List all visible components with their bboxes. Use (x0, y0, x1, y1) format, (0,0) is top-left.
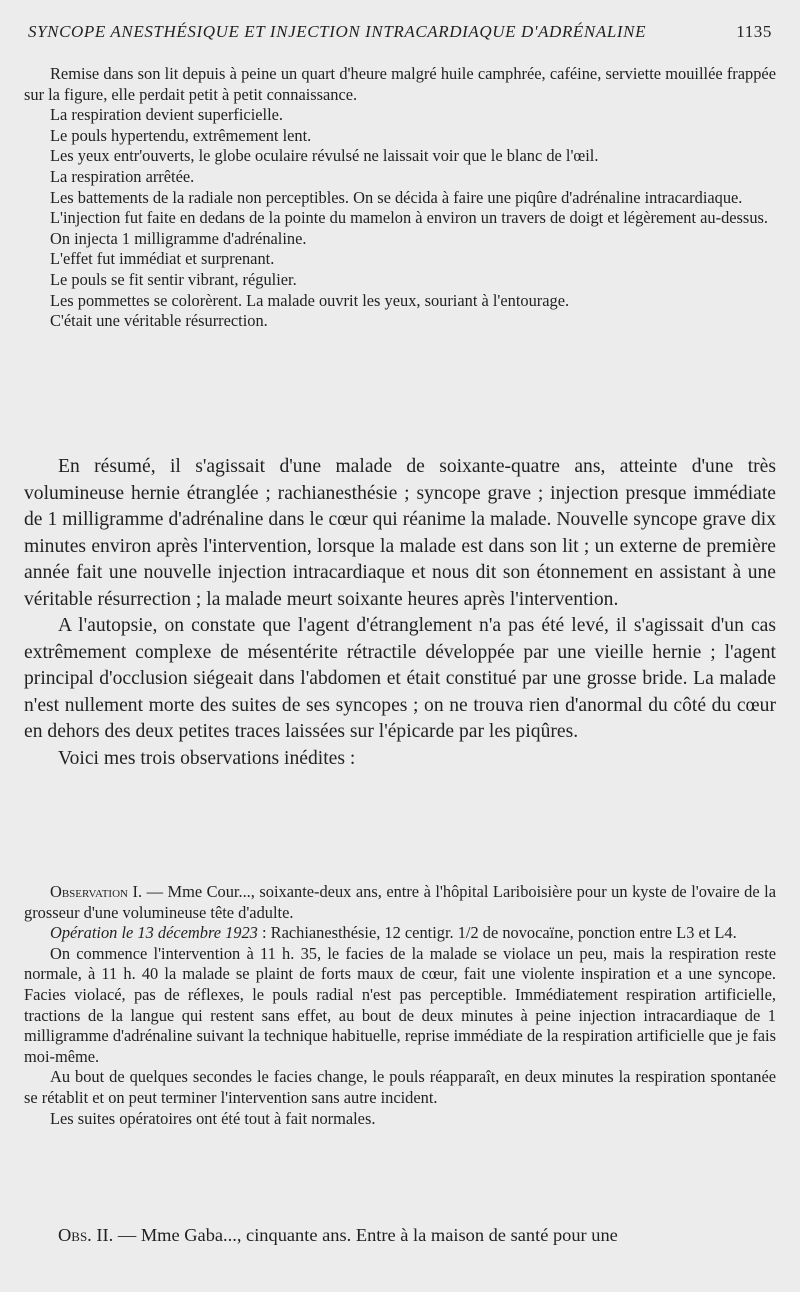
case-note: C'était une véritable résurrection. (50, 311, 268, 331)
summary-paragraph: En résumé, il s'agissait d'une malade de soixante-quatre ans, atteinte d'une très volumineuse hernie étranglée ; rachianesthésie ; syncope grave ; injection presque immédiate de 1 milligramme d'adrénaline dans le cœur qui réanime la malade. Nouvelle syncope grave dix minutes environ après l'intervention, lorsque la malade est dans son lit ; un externe de première année fait une nouvelle injection intracardiaque et nous dit son étonnement en assistant à une véritable résurrection ; la malade meurt soixante heures après l'intervention. (24, 456, 776, 610)
case-note: La respiration arrêtée. (50, 166, 195, 186)
case-note: Le pouls se fit sentir vibrant, régulier. (50, 269, 297, 289)
observation-1 (24, 882, 776, 1129)
observation-2-intro (24, 1222, 776, 1249)
case-note: Remise dans son lit depuis à peine un quart d'heure malgré huile camphrée, caféine, serviette mouillée frappée sur la figure, elle perdait petit à petit connaissance. (24, 64, 776, 104)
case-note: On injecta 1 milligramme d'adrénaline. (50, 228, 307, 248)
autopsy-paragraph: A l'autopsie, on constate que l'agent d'étranglement n'a pas été levé, il s'agissait d'un cas extrêmement complexe de mésentérite rétractile développée par une vieille hernie ; l'agent principal d'occlusion siégeait dans l'abdomen et était constitué par une grosse bride. La malade n'est nullement morte des suites de ses syncopes ; on ne trouva rien d'anormal du côté du cœur en dehors des deux petites traces laissées sur l'épicarde par les piqûres. (24, 615, 776, 742)
observation-1-label: Observation I. (50, 882, 143, 901)
observation-2 (24, 1222, 776, 1249)
observation-1-paragraph: On commence l'intervention à 11 h. 35, le facies de la malade se violace un peu, mais la respiration reste normale, à 11 h. 40 la malade se plaint de forts maux de cœur, fait une violente inspiration et a une syncope. Facies violacé, pas de réflexes, le pouls radial n'est pas perceptible. Immédiatement respiration artificielle, tractions de la langue qui restent sans effet, au bout de deux minutes à peine injection intracardiaque de 1 milligramme d'adrénaline suivant la technique habituelle, reprise immédiate de la respiration artificielle que je fais moi-même. (24, 943, 776, 1066)
case-note: L'effet fut immédiat et surprenant. (50, 249, 275, 269)
page-header (28, 22, 772, 52)
case-note: Les pommettes se colorèrent. La malade ouvrit les yeux, souriant à l'entourage. (50, 290, 570, 310)
case-note: Les yeux entr'ouverts, le globe oculaire révulsé ne laissait voir que le blanc de l'œil. (50, 146, 599, 166)
observation-2-intro-text: — Mme Gaba..., cinquante ans. Entre à la maison de santé pour une (117, 1225, 618, 1245)
observation-1-paragraph: Au bout de quelques secondes le facies change, le pouls réapparaît, en deux minutes la respiration spontanée se rétablit et on peut terminer l'intervention sans autre incident. (24, 1067, 776, 1107)
case-note: La respiration devient superficielle. (50, 105, 284, 125)
case-note: L'injection fut faite en dedans de la pointe du mamelon à environ un travers de doigt et légèrement au-dessus. (50, 208, 768, 228)
observation-1-operation (24, 923, 776, 944)
operation-date-label: Opération le 13 décembre 1923 (50, 923, 258, 943)
observation-1-intro (24, 882, 776, 923)
operation-details: : Rachianesthésie, 12 centigr. 1/2 de novocaïne, ponction entre L3 et L4. (261, 923, 737, 943)
observation-2-label: Obs. II. (58, 1225, 114, 1245)
summary-section (24, 454, 776, 772)
observations-intro: Voici mes trois observations inédites : (58, 747, 356, 769)
observation-1-intro-text: — Mme Cour..., soixante-deux ans, entre à l'hôpital Lariboisière pour un kyste de l'ovaire de la grosseur d'une volumineuse tête d'adulte. (24, 882, 776, 922)
running-title: SYNCOPE ANESTHÉSIQUE ET INJECTION INTRACARDIAQUE D'ADRÉNALINE (28, 22, 647, 41)
case-note: Le pouls hypertendu, extrêmement lent. (50, 125, 312, 145)
observation-1-paragraph: Les suites opératoires ont été tout à fait normales. (50, 1108, 376, 1128)
case-note: Les battements de la radiale non perceptibles. On se décida à faire une piqûre d'adrénaline intracardiaque. (50, 187, 743, 207)
case-notes (24, 64, 776, 332)
page-number: 1135 (736, 22, 772, 41)
